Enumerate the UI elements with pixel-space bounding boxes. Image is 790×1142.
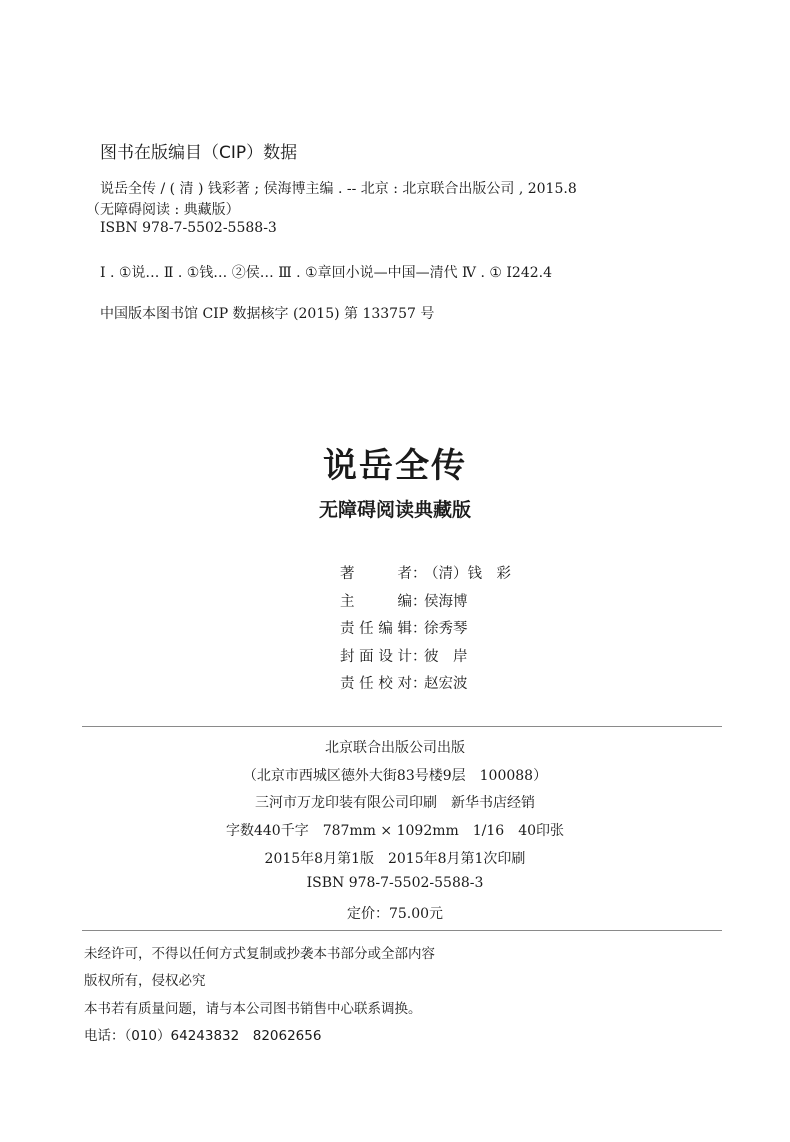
credit-row-proofreader: 责 任 校 对 ： 赵宏波 (340, 672, 511, 700)
price-line: 定价：75.00元 (346, 906, 444, 922)
credit-role: 著 者 (340, 566, 412, 582)
cip-subject-line: Ⅰ . ①说… Ⅱ . ①钱… ②侯… Ⅲ . ①章回小说—中国—清代 Ⅳ . ① I242.4 (100, 265, 552, 281)
credits-list (340, 562, 511, 700)
book-subtitle: 无障碍阅读典藏版 (318, 499, 471, 521)
credit-role: 主 编 (340, 593, 412, 610)
isbn-line: ISBN 978-7-5502-5588-3 (306, 875, 484, 891)
address-line: （北京市西城区德外大街83号楼9层 100088） (242, 768, 548, 784)
credit-role: 责 任 校 对 (340, 676, 412, 692)
credit-role: 责 任 编 辑 (340, 621, 412, 637)
copyright-notice: 未经许可，不得以任何方式复制或抄袭本书部分或全部内容 (84, 946, 435, 962)
divider-bottom (82, 930, 722, 931)
publisher-line: 北京联合出版公司出版 (325, 740, 465, 756)
printer-line: 三河市万龙印装有限公司印刷 新华书店经销 (255, 795, 535, 811)
specs-line: 字数440千字 787mm × 1092mm 1/16 40印张 (225, 823, 565, 839)
credit-row-cover-design: 封 面 设 计 ： 彼 岸 (340, 645, 511, 673)
credit-role: 封 面 设 计 (340, 648, 412, 665)
credit-name: 侯海博 (424, 593, 468, 610)
quality-notice: 本书若有质量问题，请与本公司图书销售中心联系调换。 (84, 1001, 422, 1017)
credit-name: （清）钱 彩 (424, 566, 511, 582)
contact-phone: 电话：（010）64243832 82062656 (84, 1028, 322, 1044)
credit-name: 彼 岸 (424, 648, 468, 665)
cip-isbn-line: ISBN 978-7-5502-5588-3 (100, 220, 277, 236)
cip-heading: 图书在版编目（CIP）数据 (100, 143, 298, 163)
book-title: 说岳全传 (323, 446, 467, 486)
cip-record-line: 说岳全传 / ( 清 ) 钱彩著 ; 侯海博主编 . -- 北京 : 北京联合出版公司 , 2015.8 (100, 181, 577, 197)
credit-row-editor: 主 编 ： 侯海博 (340, 590, 511, 618)
cip-series-line: （无障碍阅读 : 典藏版） (86, 202, 240, 218)
cip-catalog-number: 中国版本图书馆 CIP 数据核字 (2015) 第 133757 号 (100, 306, 435, 322)
credit-name: 赵宏波 (424, 676, 468, 692)
credit-row-responsible-editor: 责 任 编 辑 ： 徐秀琴 (340, 617, 511, 645)
credit-name: 徐秀琴 (424, 621, 468, 637)
edition-line: 2015年8月第1版 2015年8月第1次印刷 (264, 851, 526, 867)
divider-top (82, 726, 722, 727)
rights-reserved: 版权所有，侵权必究 (84, 973, 206, 989)
credit-row-author: 著 者 ： （清）钱 彩 (340, 562, 511, 590)
